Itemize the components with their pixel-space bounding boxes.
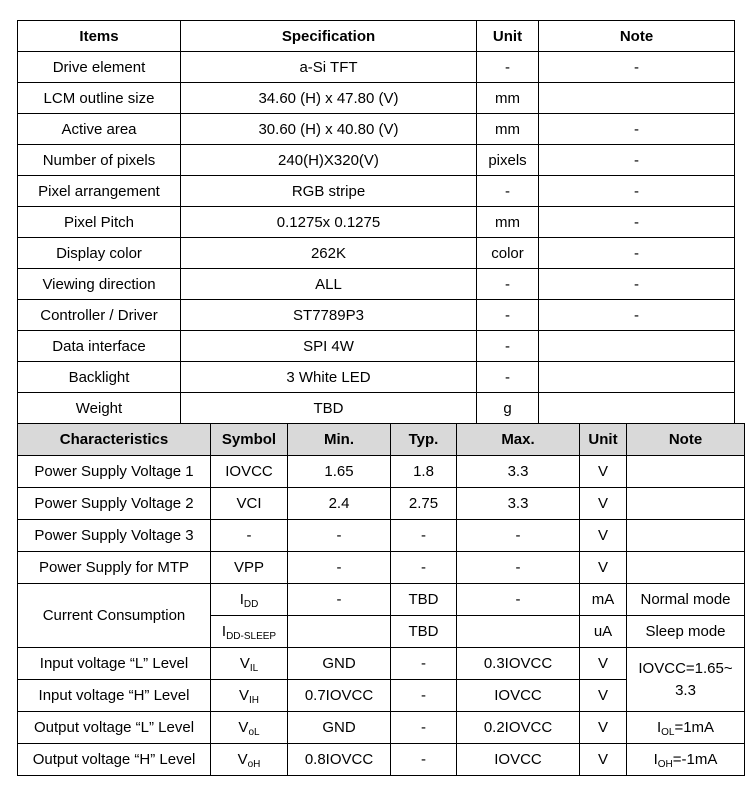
table-row	[18, 207, 735, 238]
spec-header-note: Note	[539, 21, 735, 52]
char-name: Power Supply Voltage 3	[18, 520, 211, 552]
vol-unit: V	[580, 712, 627, 744]
char-unit: V	[580, 552, 627, 584]
char-symbol: VCI	[211, 488, 288, 520]
char-typ: 2.75	[391, 488, 457, 520]
table-row	[18, 712, 745, 744]
char-min: 1.65	[288, 456, 391, 488]
symbol-idd-sleep: $I_{DD-SLEEP}$	[211, 616, 288, 648]
spec-value: RGB stripe	[181, 176, 477, 207]
symbol-vih: $V_{IH}$	[211, 680, 288, 712]
symbol-vil: $V_{IL}$	[211, 648, 288, 680]
idd-sleep-note: Sleep mode	[627, 616, 745, 648]
idd-max: -	[457, 584, 580, 616]
spec-unit: mm	[477, 114, 539, 145]
char-header-unit: Unit	[580, 424, 627, 456]
vol-max: 0.2IOVCC	[457, 712, 580, 744]
vol-min: GND	[288, 712, 391, 744]
voh-max: IOVCC	[457, 744, 580, 776]
idd-unit: mA	[580, 584, 627, 616]
char-header-row	[18, 424, 745, 456]
spec-unit: mm	[477, 83, 539, 114]
spec-value: ALL	[181, 269, 477, 300]
table-row	[18, 145, 735, 176]
spec-value: TBD	[181, 393, 477, 424]
spec-note: -	[539, 207, 735, 238]
vih-label: Input voltage “H” Level	[18, 680, 211, 712]
spec-unit: -	[477, 176, 539, 207]
vih-unit: V	[580, 680, 627, 712]
char-header-typ: Typ.	[391, 424, 457, 456]
voh-typ: -	[391, 744, 457, 776]
char-typ: -	[391, 552, 457, 584]
char-unit: V	[580, 520, 627, 552]
idd-typ: TBD	[391, 584, 457, 616]
symbol-vol: $V_{oL}$	[211, 712, 288, 744]
specification-table	[17, 20, 735, 424]
char-note	[627, 456, 745, 488]
spec-unit: g	[477, 393, 539, 424]
idd-note: Normal mode	[627, 584, 745, 616]
idd-sleep-unit: uA	[580, 616, 627, 648]
spec-item: Viewing direction	[18, 269, 181, 300]
voh-note: $I_{OH}=-1mA$	[627, 744, 745, 776]
spec-value: 30.60 (H) x 40.80 (V)	[181, 114, 477, 145]
input-voltage-note: IOVCC=1.65~ 3.3	[627, 648, 745, 712]
spec-value: 240(H)X320(V)	[181, 145, 477, 176]
spec-note	[539, 331, 735, 362]
char-min: -	[288, 520, 391, 552]
table-row	[18, 584, 745, 616]
spec-note	[539, 83, 735, 114]
vil-unit: V	[580, 648, 627, 680]
table-row	[18, 83, 735, 114]
spec-value: a-Si TFT	[181, 52, 477, 83]
spec-item: Weight	[18, 393, 181, 424]
spec-note: -	[539, 145, 735, 176]
spec-note	[539, 393, 735, 424]
spec-unit: -	[477, 362, 539, 393]
table-row	[18, 552, 745, 584]
characteristics-table	[17, 423, 745, 776]
table-row	[18, 238, 735, 269]
char-note	[627, 488, 745, 520]
spec-value: 262K	[181, 238, 477, 269]
spec-note: -	[539, 114, 735, 145]
spec-value: 0.1275x 0.1275	[181, 207, 477, 238]
spec-note: -	[539, 300, 735, 331]
spec-value: 34.60 (H) x 47.80 (V)	[181, 83, 477, 114]
spec-item: Controller / Driver	[18, 300, 181, 331]
spec-unit: mm	[477, 207, 539, 238]
vih-min: 0.7IOVCC	[288, 680, 391, 712]
spec-item: Backlight	[18, 362, 181, 393]
char-symbol: VPP	[211, 552, 288, 584]
char-header-symbol: Symbol	[211, 424, 288, 456]
spec-header-row	[18, 21, 735, 52]
spec-item: Drive element	[18, 52, 181, 83]
char-max: -	[457, 552, 580, 584]
idd-sleep-min	[288, 616, 391, 648]
table-row	[18, 300, 735, 331]
table-row	[18, 520, 745, 552]
idd-min: -	[288, 584, 391, 616]
spec-header-items: Items	[18, 21, 181, 52]
char-unit: V	[580, 456, 627, 488]
spec-unit: -	[477, 300, 539, 331]
char-name: Power Supply for MTP	[18, 552, 211, 584]
table-row	[18, 269, 735, 300]
spec-value: 3 White LED	[181, 362, 477, 393]
symbol-voh: $V_{oH}$	[211, 744, 288, 776]
char-unit: V	[580, 488, 627, 520]
voh-label: Output voltage “H” Level	[18, 744, 211, 776]
char-note	[627, 520, 745, 552]
table-row	[18, 331, 735, 362]
vil-max: 0.3IOVCC	[457, 648, 580, 680]
spec-unit: -	[477, 269, 539, 300]
vol-note: $I_{OL}=1mA$	[627, 712, 745, 744]
voh-unit: V	[580, 744, 627, 776]
char-max: -	[457, 520, 580, 552]
table-row	[18, 456, 745, 488]
table-row	[18, 362, 735, 393]
spec-header-specification: Specification	[181, 21, 477, 52]
spec-value: SPI 4W	[181, 331, 477, 362]
idd-sleep-max	[457, 616, 580, 648]
char-header-min: Min.	[288, 424, 391, 456]
current-consumption-label: Current Consumption	[18, 584, 211, 648]
spec-unit: -	[477, 52, 539, 83]
spec-note: -	[539, 238, 735, 269]
spec-item: Active area	[18, 114, 181, 145]
vol-label: Output voltage “L” Level	[18, 712, 211, 744]
char-header-characteristics: Characteristics	[18, 424, 211, 456]
char-symbol: IOVCC	[211, 456, 288, 488]
vih-max: IOVCC	[457, 680, 580, 712]
char-max: 3.3	[457, 488, 580, 520]
char-min: -	[288, 552, 391, 584]
char-name: Power Supply Voltage 1	[18, 456, 211, 488]
spec-value: ST7789P3	[181, 300, 477, 331]
char-typ: 1.8	[391, 456, 457, 488]
table-row	[18, 114, 735, 145]
spec-note: -	[539, 52, 735, 83]
spec-unit: color	[477, 238, 539, 269]
spec-note	[539, 362, 735, 393]
vil-typ: -	[391, 648, 457, 680]
spec-note: -	[539, 176, 735, 207]
spec-item: Pixel Pitch	[18, 207, 181, 238]
voh-min: 0.8IOVCC	[288, 744, 391, 776]
spec-item: Data interface	[18, 331, 181, 362]
spec-item: Display color	[18, 238, 181, 269]
vol-typ: -	[391, 712, 457, 744]
table-row	[18, 176, 735, 207]
spec-item: Pixel arrangement	[18, 176, 181, 207]
spec-header-unit: Unit	[477, 21, 539, 52]
char-symbol: -	[211, 520, 288, 552]
spec-item: LCM outline size	[18, 83, 181, 114]
table-row	[18, 393, 735, 424]
char-header-max: Max.	[457, 424, 580, 456]
vil-min: GND	[288, 648, 391, 680]
spec-item: Number of pixels	[18, 145, 181, 176]
table-row	[18, 744, 745, 776]
symbol-idd: $I_{DD}$	[211, 584, 288, 616]
char-note	[627, 552, 745, 584]
char-typ: -	[391, 520, 457, 552]
char-header-note: Note	[627, 424, 745, 456]
char-max: 3.3	[457, 456, 580, 488]
table-row	[18, 488, 745, 520]
spec-unit: pixels	[477, 145, 539, 176]
table-row	[18, 648, 745, 680]
idd-sleep-typ: TBD	[391, 616, 457, 648]
vih-typ: -	[391, 680, 457, 712]
char-name: Power Supply Voltage 2	[18, 488, 211, 520]
vil-label: Input voltage “L” Level	[18, 648, 211, 680]
spec-note: -	[539, 269, 735, 300]
spec-unit: -	[477, 331, 539, 362]
table-row	[18, 52, 735, 83]
char-min: 2.4	[288, 488, 391, 520]
